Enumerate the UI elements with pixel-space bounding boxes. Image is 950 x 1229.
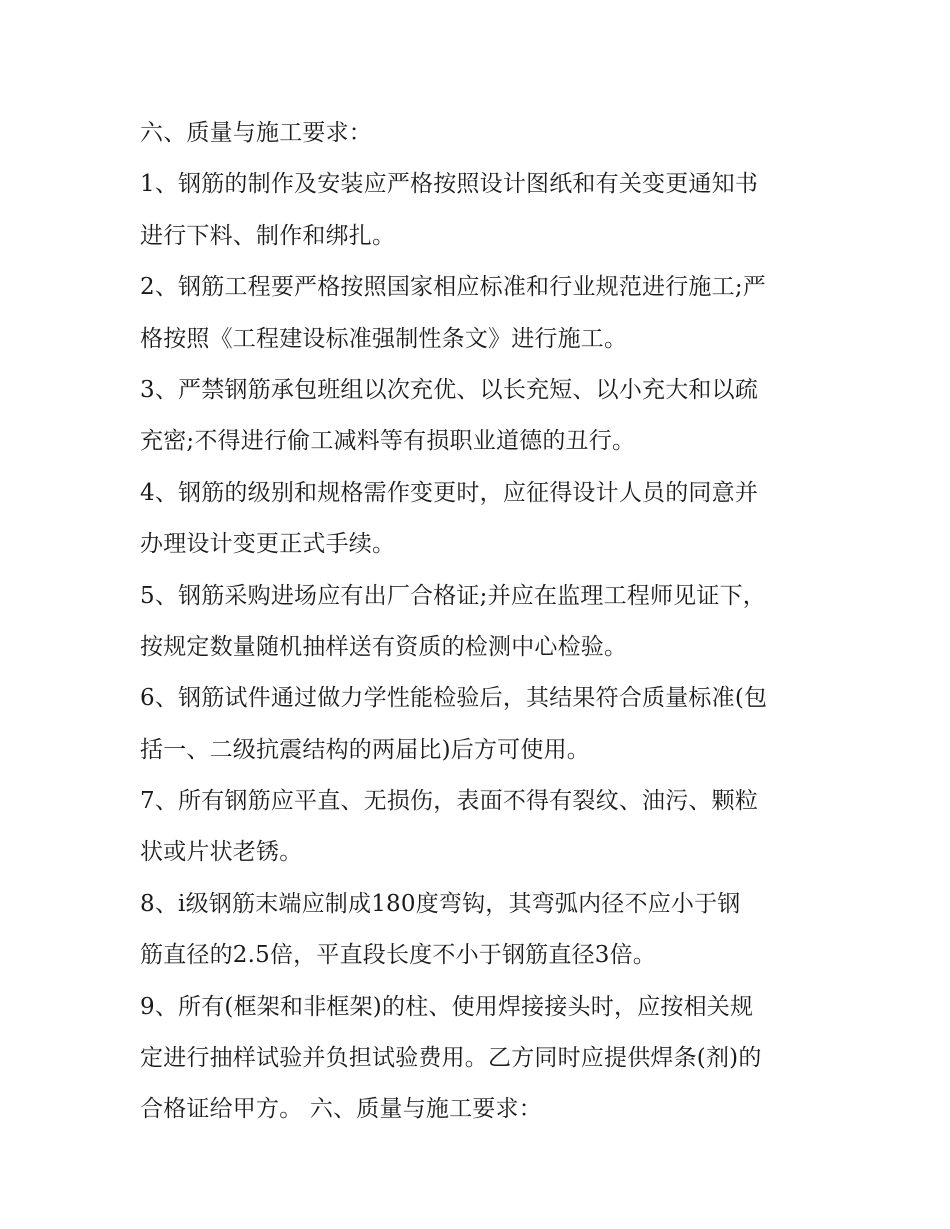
document-page bbox=[140, 108, 820, 1136]
text-line: 8、ⅰ级钢筋末端应制成180度弯钩，其弯弧内径不应小于钢 bbox=[140, 890, 741, 917]
text-line: 3、严禁钢筋承包班组以次充优、以长充短、以小充大和以疏 bbox=[140, 376, 759, 403]
section-heading: 六、质量与施工要求： bbox=[140, 120, 372, 146]
text-line: 2、钢筋工程要严格按照国家相应标准和行业规范进行施工;严 bbox=[140, 274, 766, 301]
text-line: 9、所有(框架和非框架)的柱、使用焊接接头时，应按相关规 bbox=[140, 993, 754, 1020]
text-line: 状或片状老锈。 bbox=[140, 839, 303, 866]
text-line: 按规定数量随机抽样送有资质的检测中心检验。 bbox=[140, 633, 628, 660]
text-line: 合格证给甲方。 六、质量与施工要求： bbox=[140, 1096, 542, 1123]
text-line: 7、所有钢筋应平直、无损伤，表面不得有裂纹、油污、颗粒 bbox=[140, 788, 759, 815]
text-line: 充密;不得进行偷工减料等有损职业道德的丑行。 bbox=[140, 428, 636, 455]
text-line: 括一、二级抗震结构的两届比)后方可使用。 bbox=[140, 736, 590, 763]
text-line: 筋直径的2.5倍，平直段长度不小于钢筋直径3倍。 bbox=[140, 942, 657, 969]
text-line: 1、钢筋的制作及安装应严格按照设计图纸和有关变更通知书 bbox=[140, 171, 759, 198]
text-line: 定进行抽样试验并负担试验费用。乙方同时应提供焊条(剂)的 bbox=[140, 1045, 762, 1072]
text-line: 5、钢筋采购进场应有出厂合格证;并应在监理工程师见证下， bbox=[140, 582, 766, 609]
text-line: 格按照《工程建设标准强制性条文》进行施工。 bbox=[140, 325, 628, 352]
text-line: 进行下料、制作和绑扎。 bbox=[140, 222, 396, 249]
text-line: 4、钢筋的级别和规格需作变更时，应征得设计人员的同意并 bbox=[140, 479, 759, 506]
text-line: 6、钢筋试件通过做力学性能检验后，其结果符合质量标准(包 bbox=[140, 685, 768, 712]
text-line: 办理设计变更正式手续。 bbox=[140, 531, 396, 558]
